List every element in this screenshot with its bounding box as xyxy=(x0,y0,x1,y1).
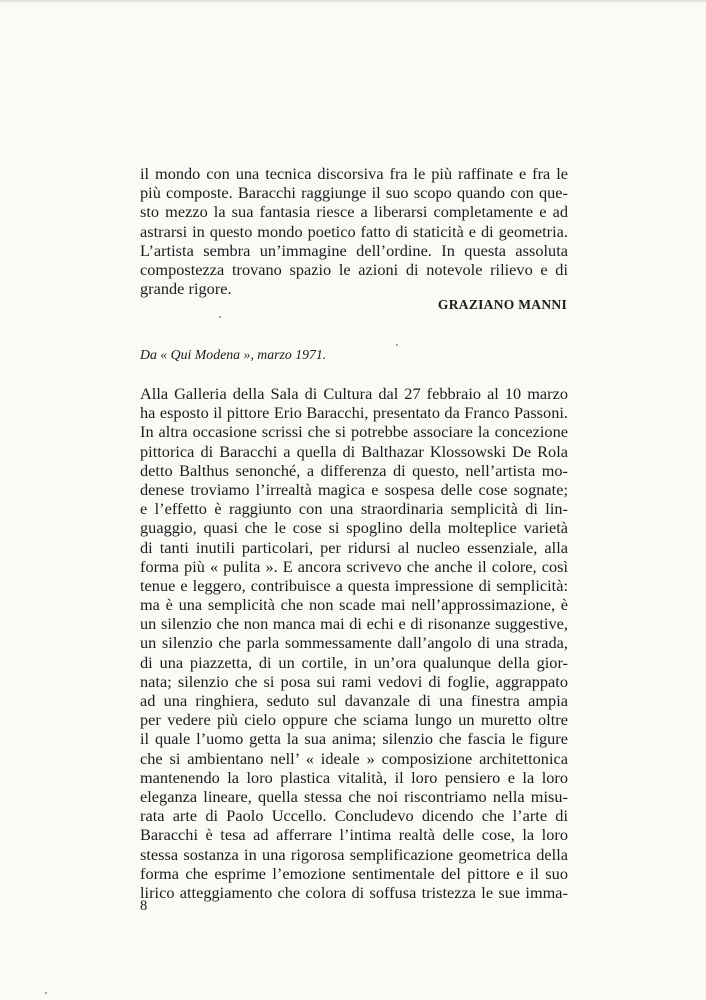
top-line: sto mezzo la sua fantasia riesce a liberarsi completamente e ad xyxy=(140,202,568,222)
main-line: detto Balthus senonché, a differenza di questo, nell’artista mo- xyxy=(140,460,568,480)
top-line: compostezza trovano spazio le azioni di notevole rilievo e di xyxy=(140,259,568,279)
main-line: tenue e leggero, contribuisce a questa impressione di semplicità: xyxy=(140,575,568,595)
main-line: lirico atteggiamento che colora di soffusa tristezza le sue imma- xyxy=(140,882,568,902)
main-line: di tanti inutili particolari, per ridursi al nucleo essenziale, alla xyxy=(140,537,568,557)
main-line: Baracchi è tesa ad afferrare l’intima realtà delle cose, la loro xyxy=(140,825,568,845)
main-line: il quale l’uomo getta la sua anima; silenzio che fascia le figure xyxy=(140,729,568,749)
top-line: L’artista sembra un’immagine dell’ordine. In questa assoluta xyxy=(140,240,568,260)
main-line: di una piazzetta, di un cortile, in un’ora qualunque della gior- xyxy=(140,652,568,672)
main-line: per vedere più cielo oppure che sciama lungo un muretto oltre xyxy=(140,710,568,730)
main-line: ha esposto il pittore Erio Baracchi, presentato da Franco Passoni. xyxy=(140,403,568,423)
main-line: nata; silenzio che si posa sui rami vedovi di foglie, aggrappato xyxy=(140,671,568,691)
source-citation: Da « Qui Modena », marzo 1971. xyxy=(140,347,327,362)
main-line: pittorica di Baracchi a quella di Balthazar Klossowski De Rola xyxy=(140,441,568,461)
scan-speck xyxy=(45,992,47,994)
main-line: ad una ringhiera, seduto sul davanzale di una finestra ampia xyxy=(140,691,568,710)
main-line: un silenzio che non manca mai di echi e di risonanze suggestive, xyxy=(140,614,568,634)
main-paragraph xyxy=(140,384,568,902)
author-signature: GRAZIANO MANNI xyxy=(437,297,567,312)
main-line: e l’effetto è raggiunto con una straordinaria semplicità di lin- xyxy=(140,499,568,519)
scan-speck xyxy=(396,344,398,346)
main-line: forma più « pulita ». E ancora scrivevo che anche il colore, così xyxy=(140,556,568,576)
main-line: mantenendo la loro plastica vitalità, il loro pensiero e la loro xyxy=(140,767,568,787)
top-line: grande rigore. xyxy=(140,279,232,299)
main-line: Alla Galleria della Sala di Cultura dal 27 febbraio al 10 marzo xyxy=(140,384,568,403)
main-line: eleganza lineare, quella stessa che noi riscontriamo nella misu- xyxy=(140,786,568,806)
page-number: 8 xyxy=(140,898,148,914)
top-paragraph xyxy=(140,164,568,298)
main-line: guaggio, quasi che le cose si spoglino della molteplice varietà xyxy=(140,518,568,538)
main-line: che si ambientano nell’ « ideale » composizione architettonica xyxy=(140,748,568,768)
scan-edge xyxy=(0,0,706,2)
top-line: astrarsi in questo mondo poetico fatto di staticità e di geometria. xyxy=(140,221,568,241)
main-line: rata arte di Paolo Uccello. Concludevo dicendo che l’arte di xyxy=(140,806,568,826)
top-line: il mondo con una tecnica discorsiva fra le più raffinate e fra le xyxy=(140,164,568,183)
scan-speck xyxy=(219,316,221,318)
main-line: denese troviamo l’irrealtà magica e sospesa delle cose sognate; xyxy=(140,479,568,499)
top-line: più composte. Baracchi raggiunge il suo scopo quando con que- xyxy=(140,183,568,203)
main-line: In altra occasione scrissi che si potrebbe associare la concezione xyxy=(140,422,568,442)
main-line: un silenzio che parla sommessamente dall’angolo di una strada, xyxy=(140,633,568,653)
main-line: stessa sostanza in una rigorosa semplificazione geometrica della xyxy=(140,844,568,864)
main-line: forma che esprime l’emozione sentimentale del pittore e il suo xyxy=(140,863,568,883)
main-line: ma è una semplicità che non scade mai nell’approssimazione, è xyxy=(140,595,568,615)
